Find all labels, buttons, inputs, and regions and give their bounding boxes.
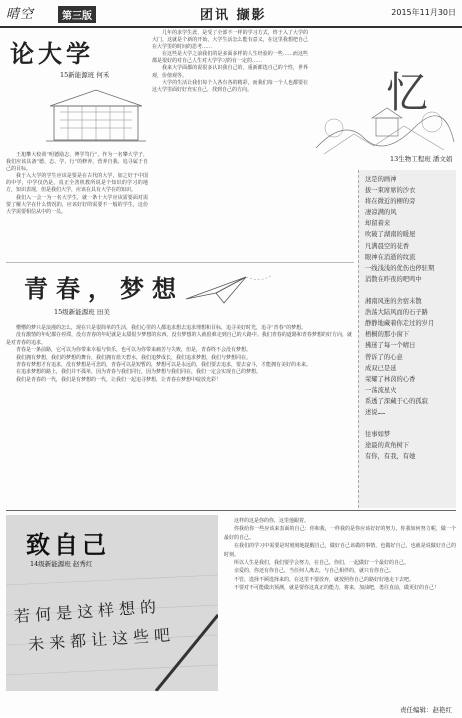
poem-line: 有你，有我，有她 [365, 453, 416, 461]
poem-line: 消散在昨夜的吧鸣中 [365, 275, 422, 283]
article-body [6, 152, 148, 216]
poem-line: 这是的画神 [365, 176, 397, 183]
paragraph: 我们入一会一为一名大学生，就一条十大学应该需要面对需要了解大学在什么情况的，应该好好的需要不一般的学生，这份大学需要相信从中的一员。 [6, 194, 148, 215]
poem-line: 拂迷了每一个晴日 [365, 342, 416, 350]
poem-line: 拔一束席席的沙衣 [365, 187, 416, 195]
paragraph: 没有激情的年纪都在停滞，没有青春的年纪就是太甜很少梦想的东西。没有梦想的人就很难走到自己的大路中。我们青春的道路和青春梦想的好方向，就是对青春的追求。 [6, 332, 352, 346]
paragraph: 所以人生是我们，我们要学会努力，在自己，你们，一起做好一个最好的自己。 [234, 560, 410, 567]
poem-line [365, 285, 450, 296]
paragraph: 亲爱的，你还有你自己，当任何人离去，与自己相伴的，就只有你自己。 [234, 568, 395, 575]
paper-plane-illustration [176, 269, 276, 309]
poem-line: 往事如梦 [365, 431, 391, 439]
poem-line: 凄凉满的风 [365, 209, 397, 217]
poem-line: 一线浅浅的优伤也停驻期 [365, 264, 435, 272]
article-body [224, 517, 456, 593]
article-on-university [6, 30, 148, 262]
paragraph: 我于入大学的学生应该是要是在古代的大学，加之好于中国的中学，中学仅仍是，真正全善机教所说是个知识的学习的地方，知识表现，但是我们大学，应该在具有大学在的知识。 [6, 173, 148, 194]
poem-line: 途最的黄角树下 [365, 442, 410, 450]
poem-line: 述说…… [365, 408, 386, 416]
article-byline: 15新能源班 何禾 [60, 71, 110, 79]
poem-line [365, 418, 450, 429]
poem-line: 却留着来 [365, 220, 391, 228]
paragraph: 你我给你一些应该来表面的自己：你和我，一样我的是你应该好好的努力，你我如何努力呢，做一个最好的自己。 [224, 526, 456, 541]
poem-column [358, 170, 456, 508]
paragraph: 在我们的学习中需要是时刻刻地提醒自己，做好自己该做的事情，也做好自己，也就是说做好自己的时刻。 [224, 543, 456, 558]
responsible-editor: 责任编辑：赵艳红 [400, 706, 452, 714]
paragraph: 这样的这是你的你，这里他跟着。 [234, 518, 310, 524]
issue-date: 2015年11月30日 [391, 8, 456, 17]
scenery-sketch [314, 98, 456, 156]
poem-line: 眼神在消逝的纹流 [365, 253, 416, 261]
article-title: 论大学 [10, 40, 94, 68]
masthead-logo: 晴空 [6, 7, 35, 22]
paragraph: 我来大学面都的说很多认识我自己的，重新都选自己的个性，世界观，价值观等。 [152, 65, 308, 79]
paragraph: 王旭攀大校训“明德励志，博学笃行”，作为一名攀大学子，我们应该具备“德、志、学、行”的修养，营养自我、追寻属于自己的目标。 [6, 152, 148, 173]
poem-line: 吹破了湖南的暖屋 [365, 231, 416, 239]
article-memory [314, 30, 456, 163]
article-title: 致自己 [26, 531, 110, 559]
poem-line: 一荡流星火 [365, 386, 397, 394]
building-illustration [46, 84, 146, 144]
handwriting-photo [6, 515, 218, 691]
poem-line: 静静地藏着你走过的岁月 [365, 320, 435, 328]
paragraph: 不要对不可能做出预测，就是要你这真正的能力，将来，加油吧，勇往直前，做更好的自己！ [234, 585, 440, 592]
paragraph: 我们是青春的一代，我们是有梦想的一代，让我们一起追寻梦想，让青春在梦想中绽放光彩！ [16, 376, 222, 383]
poem-line: 曾诉了的心意 [365, 353, 403, 361]
article-title: 青春，梦想 [24, 275, 184, 303]
poem-line: 凡满晨空的花香 [365, 242, 410, 250]
article-body [152, 30, 308, 94]
poem-line: 系透了深藏于心的孤寂 [365, 397, 428, 405]
paragraph: 几年的求学生涯，是受了全部不一样的学习方式，终于入了大学的大门，这就是个新的开始，大学生活怎么能有意义，在这里我想把自己在大学里的时间的思考…… [152, 30, 308, 51]
poem-line: 荣耀了林茵的心香 [365, 375, 416, 383]
paragraph: 大学的生活让我们每个人各有各的精彩，而我们每一个人也都要在这大学里面好好充实自己，找到自己的方向。 [152, 79, 308, 93]
paragraph: 我们拥有梦想，我们的梦想的舞台，我们拥有蓝天碧水，我们追梦成长，我们追求梦想，我们与梦想同在。 [16, 354, 252, 361]
poem-line: 湘南风迷的舍宿未散 [365, 298, 422, 306]
paragraph: 在追求梦想的路上，我们并不孤单，因为青春与我们同行，因为梦想与我们同在，我们一定会实现自己的梦想。 [16, 369, 262, 376]
handwriting-line: 未来都让这些吧 [27, 624, 176, 655]
edition-label: 第三版 [58, 6, 96, 23]
article-byline: 15级新能源班 田美 [54, 308, 110, 316]
paragraph: 在这些是大学之前我们的是多面多样的人生经验的一些……而这些都是很好的对自己人生对大学学习的有一定的…… [152, 51, 308, 65]
paragraph: 青春有梦想才有追求，没有梦想是可悲的，青春可以是短暂的，梦想可以是永远的，我们要去追求，要去奋斗，才能拥有美好的未来。 [16, 362, 312, 369]
article-byline: 14级新能源班 赵秀红 [30, 560, 93, 568]
poem-line: 将在微近的柳的旁 [365, 198, 416, 206]
paragraph: 青春是一条前路，它可以为你带来幸福与快乐，也可以为你带来痛苦与失败，但是，青春终不会没有梦想。 [16, 347, 252, 354]
article-body [6, 325, 352, 384]
poem-line: 成双已是延 [365, 364, 397, 372]
paragraph: 不管，选择不顾选择来的，在这里不要放弃，就按照你自己的路好好地走下去吧。 [234, 576, 415, 583]
article-to-myself [6, 510, 456, 718]
poem-line: 浩荡大陆风而的石子路 [365, 309, 428, 317]
article-continued [152, 30, 310, 262]
poem-line: 梧桐的那小窗下 [365, 331, 410, 339]
article-title: 忆 [386, 68, 429, 117]
page-header [0, 0, 462, 28]
section-title: 团讯 撷影 [200, 8, 267, 23]
paragraph: 懵懵的梦只是浪漫的怎么，现在只是很简单的生活，我们心里的人都追求想去追求理想和目标，追寻美好时光，追寻“青春”的梦想。 [16, 325, 307, 331]
handwriting-line: 若何是这样想的 [13, 596, 162, 627]
article-byline: 13生物工程班 潘文娟 [390, 155, 453, 163]
article-youth-dream [6, 262, 354, 507]
